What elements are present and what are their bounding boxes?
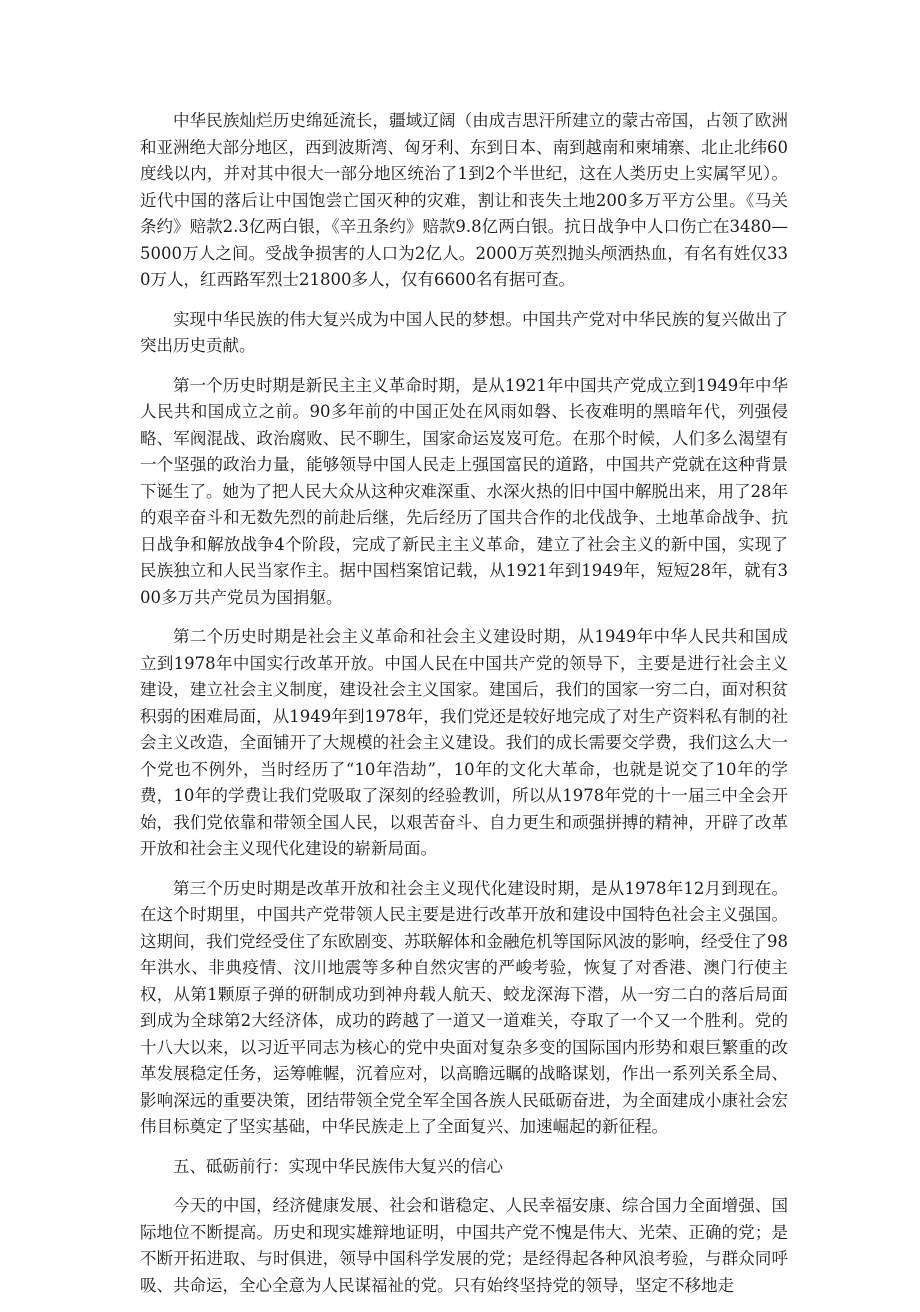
paragraph-second-period: 第二个历史时期是社会主义革命和社会主义建设时期，从1949年中华人民共和国成立到1978年中国实行改革开放。中国人民在中国共产党的领导下，主要是进行社会主义建设，建立社会主义制度，建设社会主义国家。建国后，我们的国家一穷二白，面对积贫积弱的困难局面，从1949年到1978年，我们党还是较好地完成了对生产资料私有制的社会主义改造，全面铺开了大规模的社会主义建设。我们的成长需要交学费，我们这么大一个党也不例外，当时经历了“10年浩劫”，10年的文化大革命，也就是说交了10年的学费，10年的学费让我们党吸取了深刻的经验教训，所以从1978年党的十一届三中全会开始，我们党依靠和带领全国人民，以艰苦奋斗、自力更生和顽强拼搏的精神，开辟了改革开放和社会主义现代化建设的崭新局面。 [140,627,788,858]
paragraph-first-period: 第一个历史时期是新民主主义革命时期，是从1921年中国共产党成立到1949年中华人民共和国成立之前。90多年前的中国正处在风雨如磐、长夜难明的黑暗年代，列强侵略、军阀混战、政治腐败、民不聊生，国家命运岌岌可危。在那个时候，人们多么渴望有一个坚强的政治力量，能够领导中国人民走上强国富民的道路，中国共产党就在这种背景下诞生了。她为了把人民大众从这种灾难深重、水深火热的旧中国中解脱出来，用了28年的艰辛奋斗和无数先烈的前赴后继，先后经历了国共合作的北伐战争、土地革命战争、抗日战争和解放战争4个阶段，完成了新民主主义革命，建立了社会主义的新中国，实现了民族独立和人民当家作主。据中国档案馆记载，从1921年到1949年，短短28年，就有300多万共产党员为国捐躯。 [140,375,788,607]
paragraph-third-period: 第三个历史时期是改革开放和社会主义现代化建设时期，是从1978年12月到现在。在这个时期里，中国共产党带领人民主要是进行改革开放和建设中国特色社会主义强国。这期间，我们党经受住了东欧剧变、苏联解体和金融危机等国际风波的影响，经受住了98年洪水、非典疫情、汶川地震等多种自然灾害的严峻考验，恢复了对香港、澳门行使主权，从第1颗原子弹的研制成功到神舟载人航天、蛟龙深海下潜，从一穷二白的落后局面到成为全球第2大经济体，成功的跨越了一道又一道难关，夺取了一个又一个胜利。党的十八大以来，以习近平同志为核心的党中央面对复杂多变的国际国内形势和艰巨繁重的改革发展稳定任务，运筹帷幄，沉着应对，以高瞻远瞩的战略谋划，作出一系列关系全局、影响深远的重要决策，团结带领全党全军全国各族人民砥砺奋进，为全面建成小康社会宏伟目标奠定了坚实基础，中华民族走上了全面复兴、加速崛起的新征程。 [140,878,788,1136]
section-heading: 五、砥砺前行：实现中华民族伟大复兴的信心 [173,1156,503,1176]
paragraph-today-china: 今天的中国，经济健康发展、社会和谐稳定、人民幸福安康、综合国力全面增强、国际地位不断提高。历史和现实雄辩地证明，中国共产党不愧是伟大、光荣、正确的党；是不断开拓进取、与时俱进，领导中国科学发展的党；是经得起各种风浪考验，与群众同呼吸、共命运，全心全意为人民谋福祉的党。只有始终坚持党的领导，坚定不移地走 [140,1196,788,1295]
paragraph-history-overview: 中华民族灿烂历史绵延流长，疆域辽阔（由成吉思汗所建立的蒙古帝国，占领了欧洲和亚洲绝大部分地区，西到波斯湾、匈牙利、东到日本、南到越南和柬埔寨、北止北纬60度线以内，并对其中很大一部分地区统治了1到2个半世纪，这在人类历史上实属罕见）。近代中国的落后让中国饱尝亡国灭种的灾难，割让和丧失土地200多万平方公里。《马关条约》赔款2.3亿两白银，《辛丑条约》赔款9.8亿两白银。抗日战争中人口伤亡在3480—5000万人之间。受战争损害的人口为2亿人。2000万英烈抛头颅洒热血，有名有姓仅330万人，红西路军烈士21800多人，仅有6600名有据可查。 [140,111,788,289]
paragraph-rejuvenation-dream: 实现中华民族的伟大复兴成为中国人民的梦想。中国共产党对中华民族的复兴做出了突出历史贡献。 [140,309,788,355]
document-body [140,108,788,1312]
